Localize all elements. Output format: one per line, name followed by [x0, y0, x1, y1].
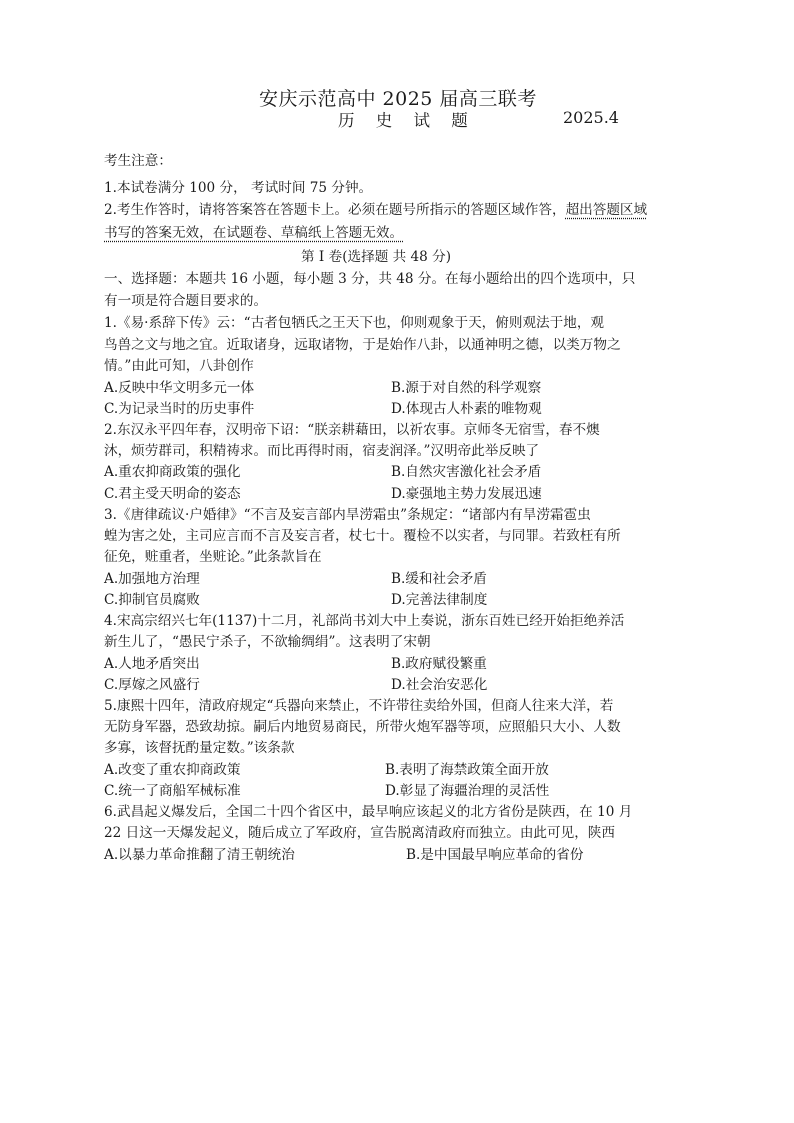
question-1-line-3: 情。”由此可知，八卦创作: [104, 358, 254, 374]
question-1-option-b[interactable]: B.源于对自然的科学观察: [391, 380, 542, 396]
section-instruction-line-2: 有一项是符合题目要求的。: [104, 293, 268, 309]
question-1-option-a[interactable]: A.反映中华文明多元一体: [104, 380, 255, 396]
question-3-option-c[interactable]: C.抑制官员腐败: [104, 592, 200, 608]
question-5-option-c[interactable]: C.统一了商船军械标准: [104, 783, 241, 799]
notice-item-2-line-2: 书写的答案无效，在试题卷、草稿纸上答题无效。: [104, 225, 404, 241]
notice-heading: 考生注意：: [104, 153, 172, 169]
question-6-line-1: 6.武昌起义爆发后，全国二十四个省区中，最早响应该起义的北方省份是陕西，在 10 月: [104, 804, 633, 820]
question-5-line-3: 多寡，该督抚酌量定数。”该条款: [104, 740, 295, 756]
notice-item-1: 1.本试卷满分 100 分， 考试时间 75 分钟。: [104, 180, 373, 196]
question-2-option-c[interactable]: C.君主受天明命的姿态: [104, 486, 241, 502]
notice-item-2-line-1: [104, 200, 647, 220]
question-3-option-a[interactable]: A.加强地方治理: [104, 571, 200, 587]
question-5-option-a[interactable]: A.改变了重农抑商政策: [104, 762, 241, 778]
question-6-option-b[interactable]: B.是中国最早响应革命的省份: [406, 847, 584, 863]
question-2-option-a[interactable]: A.重农抑商政策的强化: [104, 464, 241, 480]
subject-title: 历 史 试 题: [338, 111, 476, 130]
question-5-option-d[interactable]: D.彰显了海疆治理的灵活性: [385, 783, 550, 799]
question-5-line-2: 无防身军器，恐致劫掠。嗣后内地贸易商民，所带火炮军器等项，应照船只大小、人数: [104, 719, 621, 735]
exam-date: 2025.4: [563, 108, 619, 127]
question-4-option-b[interactable]: B.政府赋役繁重: [391, 656, 487, 672]
question-2-line-2: 沐，烦劳群司，积精祷求。而比再得时雨，宿麦润泽。”汉明帝此举反映了: [104, 443, 540, 459]
question-4-option-a[interactable]: A.人地矛盾突出: [104, 656, 200, 672]
question-3-option-b[interactable]: B.缓和社会矛盾: [391, 571, 487, 587]
section-title: 第 I 卷(选择题 共 48 分): [301, 249, 452, 265]
question-4-option-d[interactable]: D.社会治安恶化: [391, 677, 488, 693]
question-6-option-a[interactable]: A.以暴力革命推翻了清王朝统治: [104, 847, 295, 863]
question-3-line-3: 征免，赃重者，坐赃论。”此条款旨在: [104, 549, 322, 565]
question-1-line-2: 鸟兽之文与地之宜。近取诸身，远取诸物，于是始作八卦，以通神明之德，以类万物之: [104, 337, 621, 353]
question-5-option-b[interactable]: B.表明了海禁政策全面开放: [385, 762, 549, 778]
question-2-option-d[interactable]: D.豪强地主势力发展迅速: [391, 486, 542, 502]
question-5-line-1: 5.康熙十四年，清政府规定“兵器向来禁止，不许带往卖给外国，但商人往来大洋，若: [104, 698, 614, 714]
question-1-line-1: 1.《易·系辞下传》云：“古者包牺氏之王天下也，仰则观象于天，俯则观法于地，观: [104, 315, 605, 331]
question-3-line-1: 3.《唐律疏议·户婚律》“不言及妄言部内旱涝霜虫”条规定：“诸部内有旱涝霜雹虫: [104, 507, 591, 523]
question-4-line-2: 新生儿了，“愚民宁杀子，不欲输绸绢”。这表明了宋朝: [104, 634, 431, 650]
question-1-option-c[interactable]: C.为记录当时的历史事件: [104, 401, 255, 417]
question-1-option-d[interactable]: D.体现古人朴素的唯物观: [391, 401, 542, 417]
exam-title: 安庆示范高中 2025 届高三联考: [259, 88, 537, 110]
notice-item-2-emphasis: 超出答题区域: [565, 202, 648, 218]
question-4-option-c[interactable]: C.厚嫁之风盛行: [104, 677, 200, 693]
question-6-line-2: 22 日这一天爆发起义，随后成立了军政府，宣告脱离清政府而独立。由此可见，陕西: [104, 825, 615, 841]
section-instruction-line-1: 一、选择题：本题共 16 小题，每小题 3 分，共 48 分。在每小题给出的四个选项中，只: [104, 271, 636, 287]
question-4-line-1: 4.宋高宗绍兴七年(1137)十二月，礼部尚书刘大中上奏说，浙东百姓已经开始拒绝养活: [104, 613, 625, 629]
notice-item-2-text: 2.考生作答时，请将答案答在答题卡上。必须在题号所指示的答题区域作答，: [104, 202, 566, 218]
question-2-option-b[interactable]: B.自然灾害激化社会矛盾: [391, 464, 542, 480]
question-3-option-d[interactable]: D.完善法律制度: [391, 592, 488, 608]
question-2-line-1: 2.东汉永平四年春，汉明帝下诏：“朕亲耕藉田，以祈农事。京师冬无宿雪，春不燠: [104, 422, 600, 438]
question-3-line-2: 蝗为害之处，主司应言而不言及妄言者，杖七十。覆检不以实者，与同罪。若致枉有所: [104, 528, 621, 544]
